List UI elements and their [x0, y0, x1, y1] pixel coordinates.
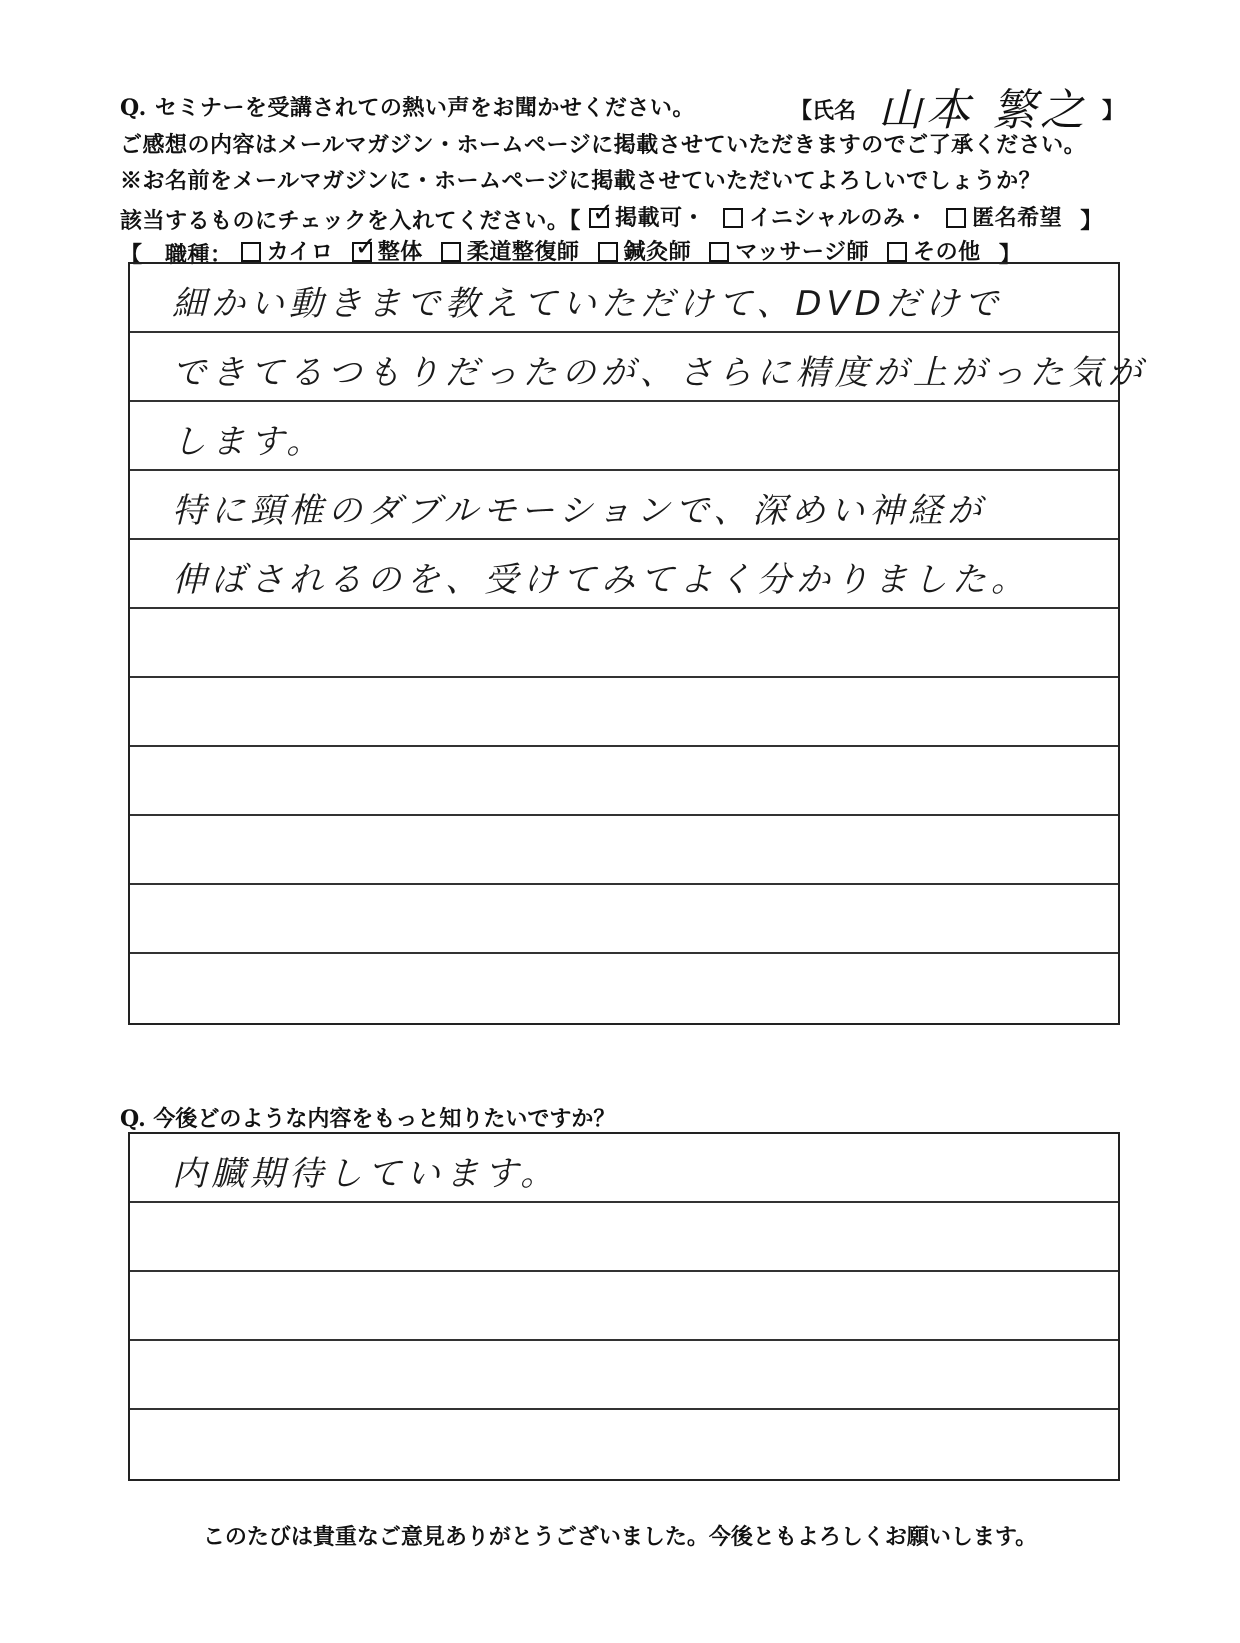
answer1-line [130, 333, 1147, 402]
answer2-line [130, 1134, 1118, 1203]
option-label: その他 [913, 239, 981, 265]
occupation-label: 【 職種： [120, 242, 233, 268]
option-label: カイロ [266, 239, 334, 265]
option-label: 掲載可・ [615, 205, 706, 231]
q2-prompt: Q. 今後どのような内容をもっと知りたいですか？ [120, 1106, 616, 1132]
option-label: 匿名希望 [972, 205, 1063, 231]
q1-prompt: Q. セミナーを受講されての熱い声をお聞かせください。 [120, 95, 695, 121]
checkbox[interactable] [241, 242, 261, 262]
option-label: マッサージ師 [735, 239, 869, 265]
checkbox[interactable] [723, 208, 743, 228]
checkbox[interactable] [598, 242, 618, 262]
checkbox[interactable] [946, 208, 966, 228]
answer2-line [130, 1410, 1118, 1479]
answer1-line [130, 609, 1118, 678]
name-close-bracket: 】 [1102, 98, 1125, 124]
permission-option-initials[interactable] [723, 204, 928, 232]
checkbox[interactable] [441, 242, 461, 262]
handwritten-text: 細かい動きまで教えていただけて、DVDだけで [172, 284, 1003, 324]
answer1-line [130, 264, 1118, 333]
answer1-line [130, 471, 1118, 540]
answer1-line [130, 885, 1118, 954]
option-label: イニシャルのみ・ [749, 205, 928, 231]
permission-question: ※お名前をメールマガジンに・ホームページに掲載させていただいてよろしいでしょうか？ [120, 168, 1042, 194]
name-label: 【氏名 [790, 98, 857, 124]
occupation-close-bracket: 】 [998, 242, 1022, 268]
answer1-line [130, 678, 1118, 747]
permission-close-bracket: 】 [1080, 208, 1103, 234]
answer1-line [130, 402, 1118, 471]
handwritten-text: 伸ばされるのを、受けてみてよく分かりました。 [172, 560, 1030, 600]
handwritten-text: できてるつもりだったのが、さらに精度が上がった気が [172, 353, 1147, 393]
answer2-line [130, 1272, 1118, 1341]
handwritten-text: 特に頸椎のダブルモーションで、深めい神経が [172, 491, 987, 531]
check-instruction: 該当するものにチェックを入れてください。【 [120, 208, 581, 234]
answer2-line [130, 1203, 1118, 1272]
notice-line: ご感想の内容はメールマガジン・ホームページに掲載させていただきますのでご了承ください。 [120, 132, 1087, 158]
option-label: 鍼灸師 [623, 239, 692, 265]
permission-option-anonymous[interactable] [946, 204, 1062, 232]
answer1-lined-box[interactable] [128, 262, 1147, 1025]
permission-row [120, 204, 1103, 235]
answer1-line [130, 747, 1118, 816]
option-label: 柔道整復師 [466, 239, 580, 265]
option-label: 整体 [377, 239, 423, 265]
answer2-line [130, 1341, 1118, 1410]
handwritten-text: 内臓期待しています。 [172, 1154, 560, 1194]
answer1-line [130, 954, 1118, 1023]
answer2-lined-box[interactable] [128, 1132, 1120, 1481]
answer1-line [130, 816, 1118, 885]
checkbox[interactable] [887, 242, 907, 262]
checkbox-checked[interactable] [589, 208, 609, 228]
name-value: 山本 繁之 [878, 85, 1088, 136]
checkbox-checked[interactable] [352, 242, 372, 262]
permission-option-publish[interactable] [589, 204, 705, 232]
checkbox[interactable] [709, 242, 729, 262]
footer-thanks: このたびは貴重なご意見ありがとうございました。今後ともよろしくお願いします。 [202, 1524, 1038, 1550]
handwritten-text: します。 [172, 422, 326, 462]
answer1-line [130, 540, 1118, 609]
